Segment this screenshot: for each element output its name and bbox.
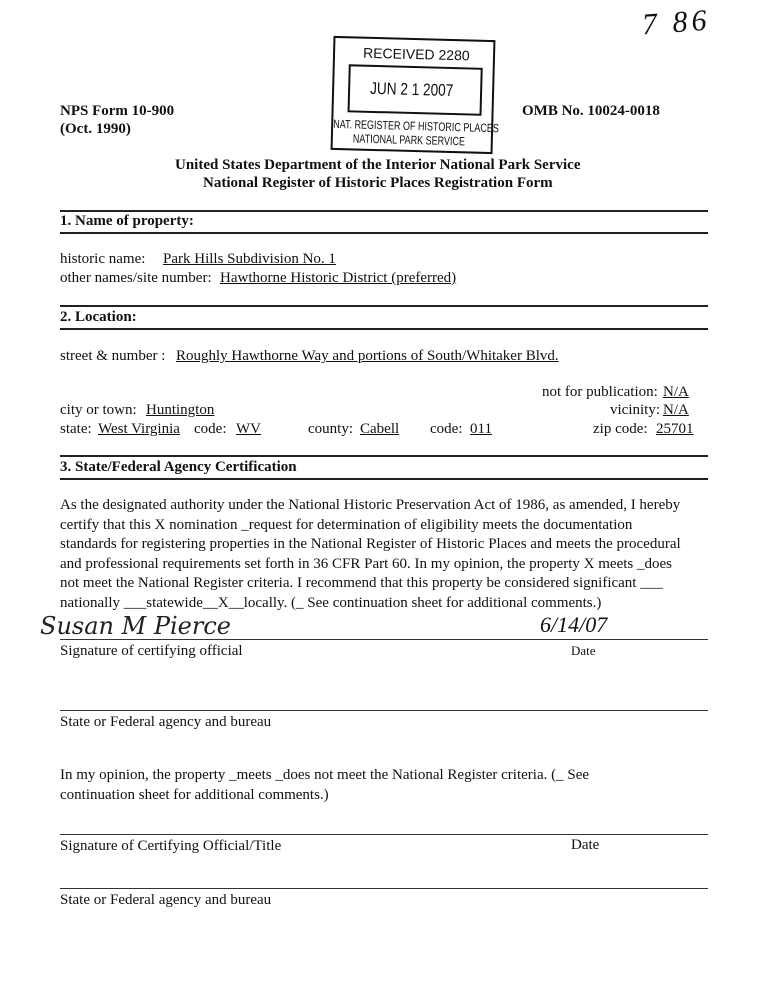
divider	[60, 305, 708, 307]
section-1-heading: 1. Name of property:	[60, 213, 194, 229]
divider	[60, 478, 708, 480]
state-code-label: code:	[194, 421, 227, 437]
other-names-value: Hawthorne Historic District (preferred)	[220, 270, 457, 286]
para-line: and professional requirements set forth in 36 CFR Part 60. In my opinion, the property X meets _does	[60, 555, 672, 572]
stamp-register: NAT. REGISTER OF HISTORIC PLACES	[333, 116, 500, 136]
para-line: certify that this X nomination _request for determination of eligibility meets the documentation	[60, 516, 633, 533]
state-label: state:	[60, 421, 92, 437]
county-code-value: 011	[470, 421, 492, 437]
city-label: city or town:	[60, 402, 137, 418]
section-2-heading: 2. Location:	[60, 309, 137, 325]
stamp-received: RECEIVED 2280	[362, 44, 470, 64]
para-line: standards for registering properties in the National Register of Historic Places and meets the procedural	[60, 536, 681, 553]
historic-name-label: historic name:	[60, 251, 146, 267]
stamp-nps: NATIONAL PARK SERVICE	[352, 131, 466, 149]
title-form: National Register of Historic Places Registration Form	[203, 175, 553, 191]
divider	[60, 455, 708, 457]
vicinity-label: vicinity:	[610, 402, 660, 418]
county-value: Cabell	[360, 421, 400, 437]
form-number: NPS Form 10-900	[60, 103, 175, 119]
para-line: continuation sheet for additional comments.)	[60, 786, 329, 803]
certification-paragraph	[60, 496, 710, 614]
nfp-value: N/A	[663, 384, 689, 400]
received-stamp	[331, 36, 500, 154]
section-3-heading: 3. State/Federal Agency Certification	[60, 459, 297, 475]
opinion-paragraph	[60, 766, 710, 805]
date2-label: Date	[571, 837, 600, 853]
agency2-label: State or Federal agency and bureau	[60, 892, 272, 908]
signature-line	[60, 639, 708, 640]
county-code-label: code:	[430, 421, 463, 437]
stamp-date: JUN 2 1 2007	[369, 78, 454, 101]
form-date: (Oct. 1990)	[60, 121, 131, 137]
city-value: Huntington	[146, 402, 215, 418]
other-names-label: other names/site number:	[60, 270, 212, 286]
handwritten-number: 7 86	[640, 3, 712, 42]
divider	[60, 328, 708, 330]
signature: Susan M Pierce	[40, 612, 231, 640]
omb-number: OMB No. 10024-0018	[522, 103, 660, 119]
agency-line	[60, 710, 708, 711]
vicinity-value: N/A	[663, 402, 689, 418]
signature2-line	[60, 834, 708, 835]
divider	[60, 232, 708, 234]
agency2-line	[60, 888, 708, 889]
title-department: United States Department of the Interior National Park Service	[175, 157, 581, 173]
para-line: As the designated authority under the National Historic Preservation Act of 1986, as amended, I hereby	[60, 497, 681, 513]
street-value: Roughly Hawthorne Way and portions of South/Whitaker Blvd.	[176, 348, 559, 364]
nfp-label: not for publication:	[542, 384, 658, 400]
state-value: West Virginia	[98, 421, 180, 437]
zip-label: zip code:	[593, 421, 648, 437]
para-line: not meet the National Register criteria. I recommend that this property be considered significant ___	[60, 575, 663, 592]
divider	[60, 210, 708, 212]
signature-date: 6/14/07	[540, 612, 608, 637]
para-line: nationally ___statewide__X__locally. (_ See continuation sheet for additional comments.)	[60, 594, 602, 611]
zip-value: 25701	[656, 421, 694, 437]
signature2-label: Signature of Certifying Official/Title	[60, 838, 282, 854]
signature-label: Signature of certifying official	[60, 643, 243, 659]
agency-label: State or Federal agency and bureau	[60, 714, 272, 730]
para-line: In my opinion, the property _meets _does not meet the National Register criteria. (_ See	[60, 767, 590, 783]
date-label: Date	[571, 643, 596, 658]
state-code-value: WV	[236, 421, 261, 437]
county-label: county:	[308, 421, 353, 437]
historic-name-value: Park Hills Subdivision No. 1	[163, 251, 336, 267]
street-label: street & number :	[60, 348, 166, 364]
